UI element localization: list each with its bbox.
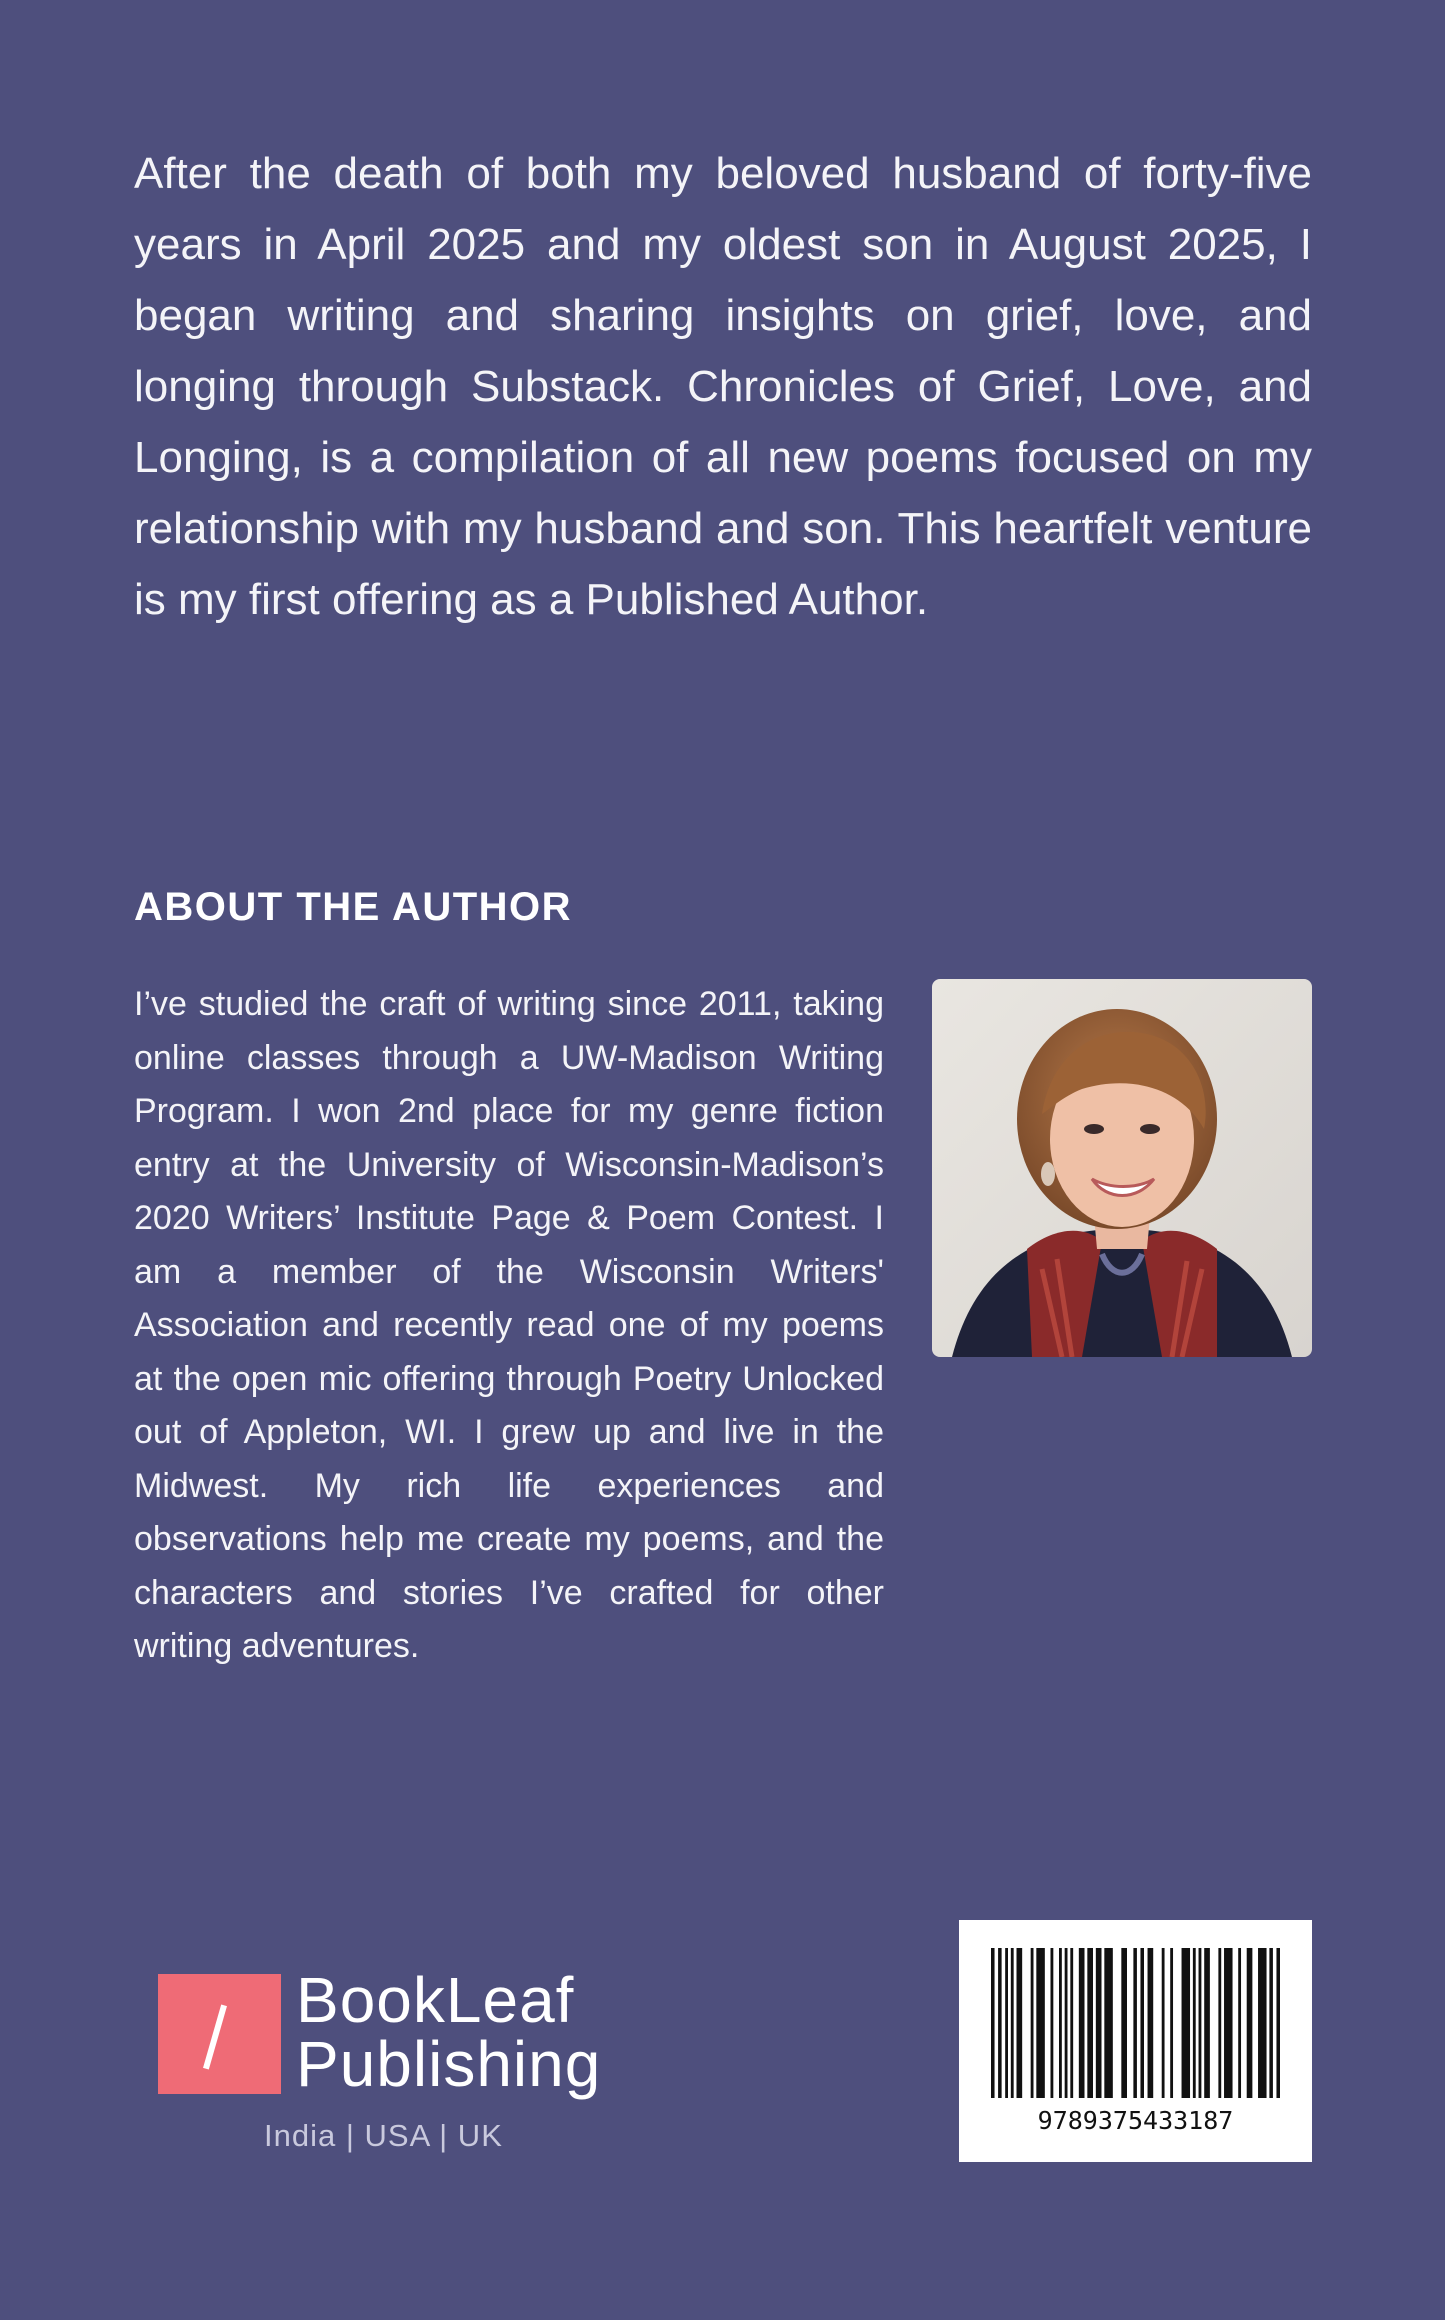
isbn-barcode [959,1920,1312,2162]
back-cover-blurb: After the death of both my beloved husband of forty-five years in April 2025 and my oldest son in August 2025, I began writing and sharing insights on grief, love, and longing through Substack. Chronicles of Grief, Love, and Longing, is a compilation of all new poems focused on my relationship with my husband and son. This heartfelt venture is my first offering as a Published Author. [134,149,1312,624]
barcode-bar [1036,1948,1045,2098]
barcode-bar [1148,1948,1154,2098]
publisher-name-line1: BookLeaf [296,1964,575,2036]
barcode-bar [1051,1948,1054,2098]
barcode-bar [1193,1948,1196,2098]
barcode-bar [991,1948,995,2098]
barcode-bar [1121,1948,1127,2098]
barcode-bar [1031,1948,1034,2098]
slash-icon [203,2004,227,2069]
barcode-bar [1258,1948,1267,2098]
barcode-bars [987,1948,1284,2098]
barcode-bar [1224,1948,1233,2098]
barcode-bar [1096,1948,1102,2098]
publisher-regions: India | USA | UK [264,2118,503,2153]
barcode-bar [1204,1948,1210,2098]
publisher-logo-mark [158,1974,281,2094]
about-author-heading: ABOUT THE AUTHOR [134,885,573,929]
barcode-bar [1079,1948,1085,2098]
barcode-bar [998,1948,1002,2098]
barcode-bar [1133,1948,1137,2098]
barcode-bar [1199,1948,1202,2098]
barcode-bar [1065,1948,1068,2098]
barcode-bar [1218,1948,1221,2098]
isbn-number: 9789375433187 [1037,2106,1234,2135]
publisher-name-line2: Publishing [296,2028,602,2100]
author-photo [932,979,1312,1357]
barcode-bar [1011,1948,1014,2098]
barcode-bar [1070,1948,1073,2098]
barcode-bar [1162,1948,1165,2098]
barcode-bar [1017,1948,1023,2098]
barcode-bar [1238,1948,1241,2098]
publisher-logo [158,1964,628,2168]
barcode-bar [1087,1948,1093,2098]
barcode-bar [1140,1948,1144,2098]
barcode-bar [1269,1948,1273,2098]
barcode-bar [1182,1948,1191,2098]
barcode-bar [1247,1948,1253,2098]
barcode-bar [1276,1948,1280,2098]
barcode-bar [1104,1948,1113,2098]
barcode-bar [1170,1948,1173,2098]
author-bio: I’ve studied the craft of writing since 2011, taking online classes through a UW-Madison Writing Program. I won 2nd place for my genre fiction entry at the University of Wisconsin-Madison’s 2020 Writers’ Institute Page & Poem Contest. I am a member of the Wisconsin Writers' Association and recently read one of my poems at the open mic offering through Poetry Unlocked out of Appleton, WI. I grew up and live in the Midwest. My rich life experiences and observations help me create my poems, and the characters and stories I’ve crafted for other writing adventures. [134,985,884,1665]
barcode-bar [1005,1948,1008,2098]
barcode-bar [1059,1948,1062,2098]
